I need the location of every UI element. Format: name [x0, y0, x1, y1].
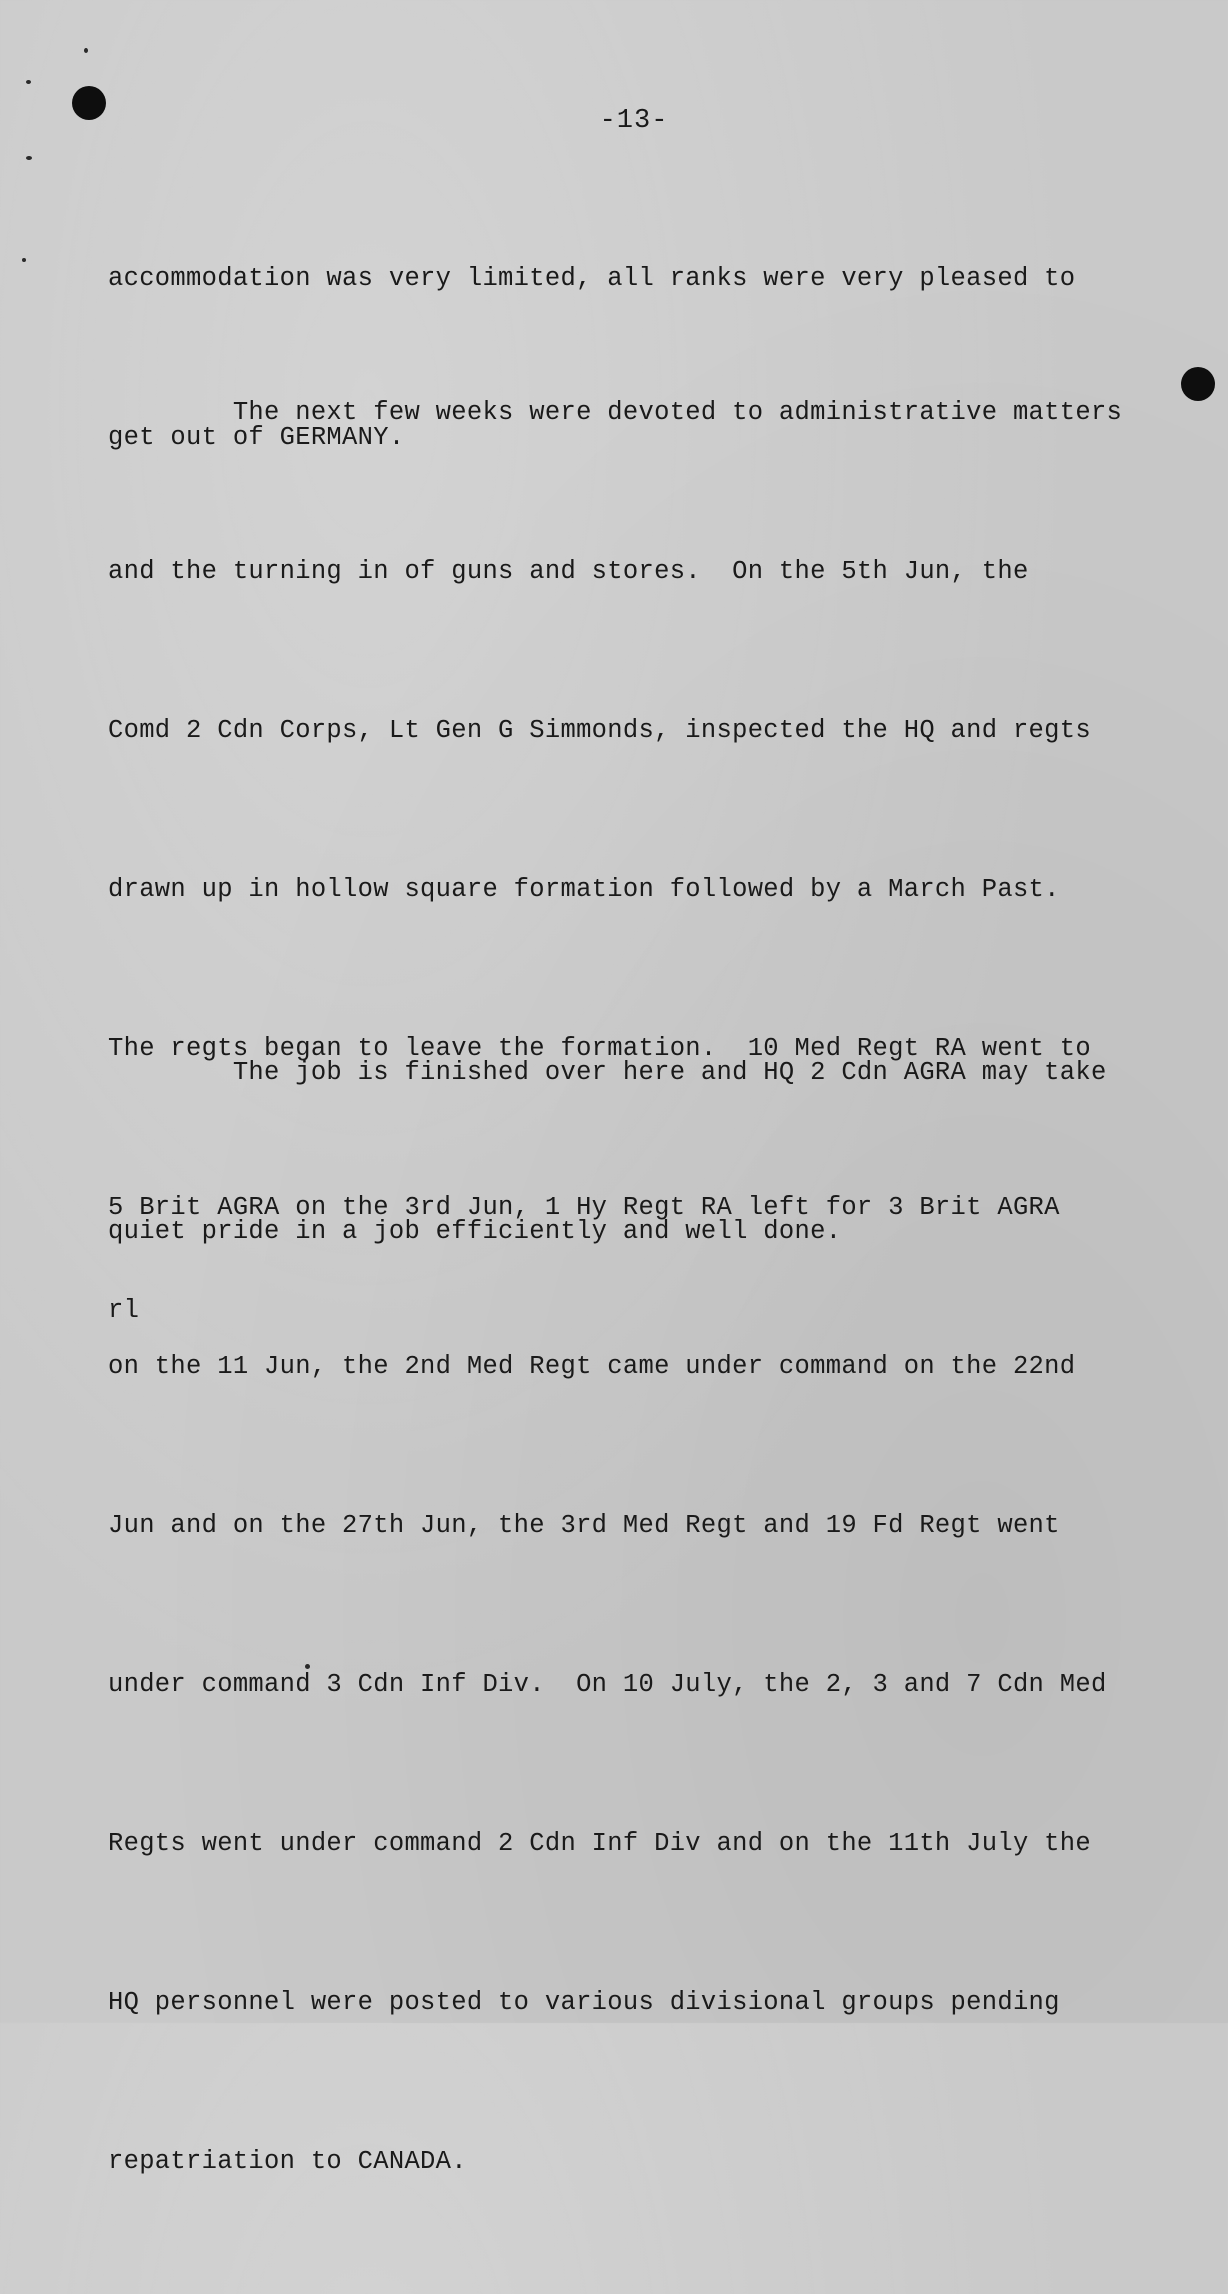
text-line: Comd 2 Cdn Corps, Lt Gen G Simmonds, inspected the HQ and regts	[108, 716, 1091, 745]
text-line: accommodation was very limited, all ranks were very pleased to	[108, 264, 1076, 293]
text-line: The job is finished over here and HQ 2 Cdn AGRA may take	[108, 1058, 1107, 1087]
text-line: repatriation to CANADA.	[108, 2147, 467, 2176]
text-line: Regts went under command 2 Cdn Inf Div and on the 11th July the	[108, 1829, 1091, 1858]
page-number: -13-	[599, 106, 669, 136]
text-line: 5 Brit AGRA on the 3rd Jun, 1 Hy Regt RA left for 3 Brit AGRA	[108, 1193, 1060, 1222]
text-line: drawn up in hollow square formation followed by a March Past.	[108, 875, 1060, 904]
text-line: and the turning in of guns and stores. On the 5th Jun, the	[108, 557, 1029, 586]
text-line: HQ personnel were posted to various divisional groups pending	[108, 1988, 1060, 2017]
paper-speck	[84, 48, 88, 53]
text-line: The regts began to leave the formation. 10 Med Regt RA went to	[108, 1034, 1091, 1063]
paper-speck	[22, 258, 26, 262]
text-line: quiet pride in a job efficiently and well done.	[108, 1217, 842, 1246]
text-line: get out of GERMANY.	[108, 423, 405, 452]
text-line: on the 11 Jun, the 2nd Med Regt came under command on the 22nd	[108, 1352, 1076, 1381]
punch-hole	[1181, 367, 1215, 401]
text-line: under command 3 Cdn Inf Div. On 10 July, the 2, 3 and 7 Cdn Med	[108, 1670, 1107, 1699]
paper-speck	[26, 80, 31, 84]
paper-speck	[26, 156, 32, 160]
text-line: Jun and on the 27th Jun, the 3rd Med Regt and 19 Fd Regt went	[108, 1511, 1060, 1540]
typist-initials: rl	[108, 1296, 140, 1325]
text-line: The next few weeks were devoted to administrative matters	[108, 398, 1123, 427]
